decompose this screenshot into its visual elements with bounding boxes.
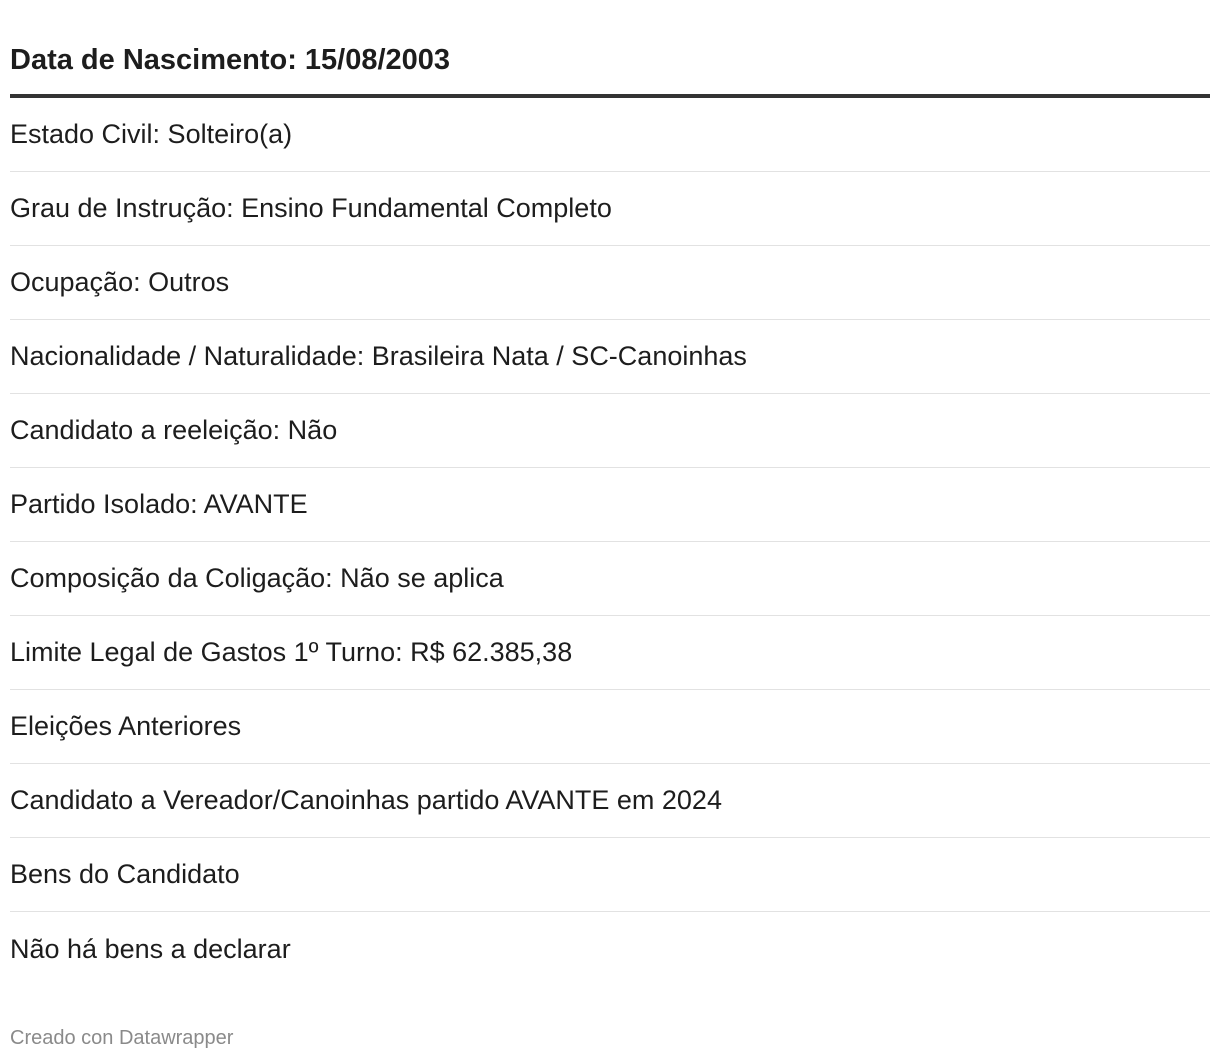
- data-table: [10, 26, 1210, 986]
- table-cell: Não há bens a declarar: [10, 933, 291, 964]
- table-cell: Composição da Coligação: Não se aplica: [10, 563, 504, 593]
- table-row-previous-candidacy: [10, 764, 1210, 838]
- table-row-education: [10, 172, 1210, 246]
- table-row-assets: [10, 912, 1210, 986]
- table-cell: Limite Legal de Gastos 1º Turno: R$ 62.385,38: [10, 637, 573, 667]
- table-row-coalition: [10, 542, 1210, 616]
- table-cell: Candidato a reeleição: Não: [10, 415, 338, 445]
- table-cell: Partido Isolado: AVANTE: [10, 489, 308, 519]
- footer-credit: Creado con Datawrapper: [10, 1027, 234, 1049]
- table-cell: Estado Civil: Solteiro(a): [10, 119, 293, 149]
- table-cell: Grau de Instrução: Ensino Fundamental Completo: [10, 193, 612, 223]
- header-cell-birth-date: Data de Nascimento: 15/08/2003: [10, 43, 451, 76]
- table-row-occupation: [10, 246, 1210, 320]
- table-row-party: [10, 468, 1210, 542]
- table-row-spending-limit: [10, 616, 1210, 690]
- table-cell: Ocupação: Outros: [10, 267, 230, 297]
- table-row-civil-status: [10, 98, 1210, 172]
- table-cell: Bens do Candidato: [10, 859, 240, 889]
- table-row-previous-elections: [10, 690, 1210, 764]
- table-cell: Nacionalidade / Naturalidade: Brasileira Nata / SC-Canoinhas: [10, 341, 747, 371]
- table-cell: Eleições Anteriores: [10, 711, 242, 741]
- table-row-assets-title: [10, 838, 1210, 912]
- table-header: [10, 26, 1210, 98]
- table-row-nationality: [10, 320, 1210, 394]
- table-cell: Candidato a Vereador/Canoinhas partido AVANTE em 2024: [10, 785, 722, 815]
- table-row-reelection: [10, 394, 1210, 468]
